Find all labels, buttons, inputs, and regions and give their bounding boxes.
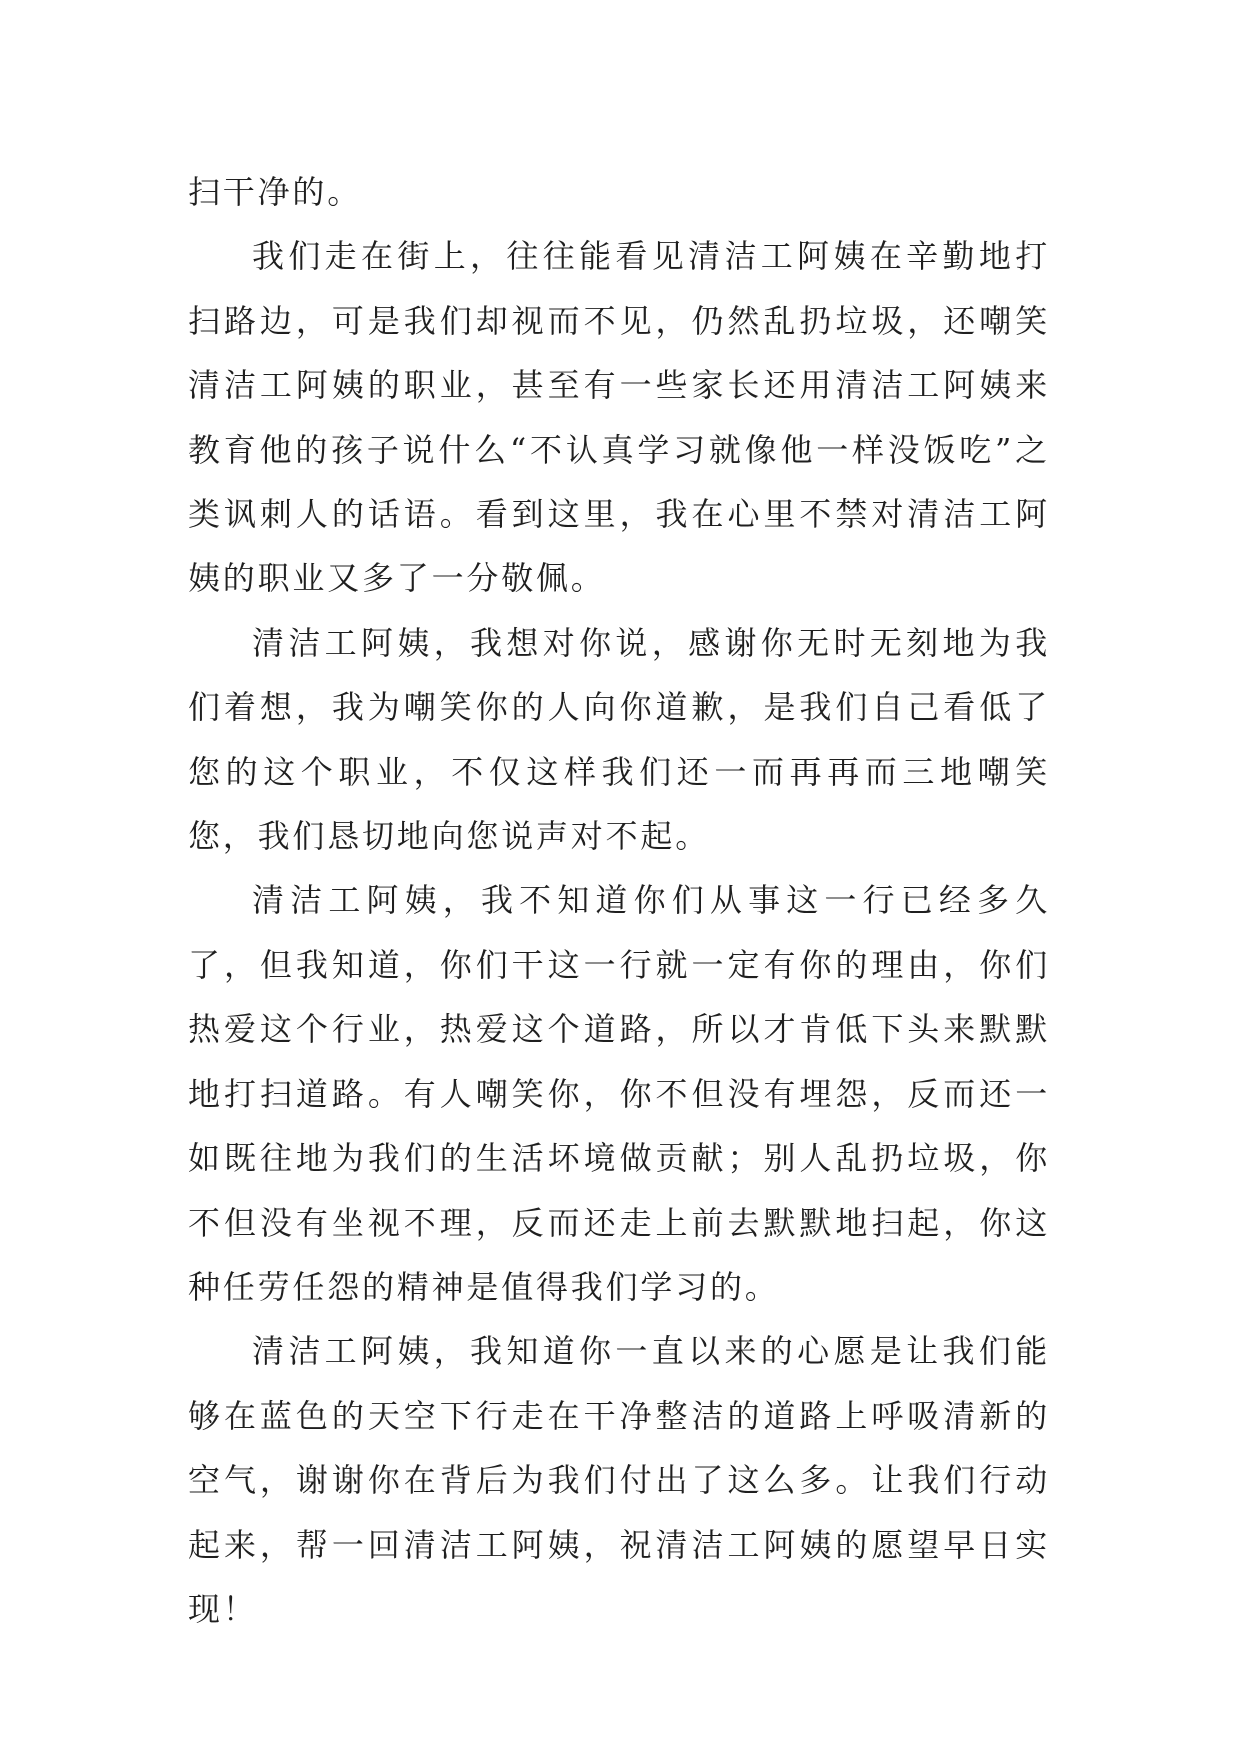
paragraph: 清洁工阿姨，我想对你说，感谢你无时无刻地为我们着想，我为嘲笑你的人向你道歉，是我们自己看低了您的这个职业，不仅这样我们还一而再再而三地嘲笑您，我们恳切地向您说声对不起。 <box>188 623 1050 856</box>
paragraph: 我们走在街上，往往能看见清洁工阿姨在辛勤地打扫路边，可是我们却视而不见，仍然乱扔垃圾，还嘲笑清洁工阿姨的职业，甚至有一些家长还用清洁工阿姨来教育他的孩子说什么“不认真学习就像他一样没饭吃”之类讽刺人的话语。看到这里，我在心里不禁对清洁工阿姨的职业又多了一分敬佩。 <box>188 237 1050 598</box>
paragraph-continuation: 扫干净的。 <box>188 173 363 211</box>
paragraph: 清洁工阿姨，我知道你一直以来的心愿是让我们能够在蓝色的天空下行走在干净整洁的道路上呼吸清新的空气，谢谢你在背后为我们付出了这么多。让我们行动起来，帮一回清洁工阿姨，祝清洁工阿姨的愿望早日实现！ <box>188 1332 1050 1628</box>
paragraph: 清洁工阿姨，我不知道你们从事这一行已经多久了，但我知道，你们干这一行就一定有你的理由，你们热爱这个行业，热爱这个道路，所以才肯低下头来默默地打扫道路。有人嘲笑你，你不但没有埋怨，反而还一如既往地为我们的生活坏境做贡献；别人乱扔垃圾，你不但没有坐视不理，反而还走上前去默默地扫起，你这种任劳任怨的精神是值得我们学习的。 <box>188 881 1050 1306</box>
document-body <box>188 160 1050 1641</box>
